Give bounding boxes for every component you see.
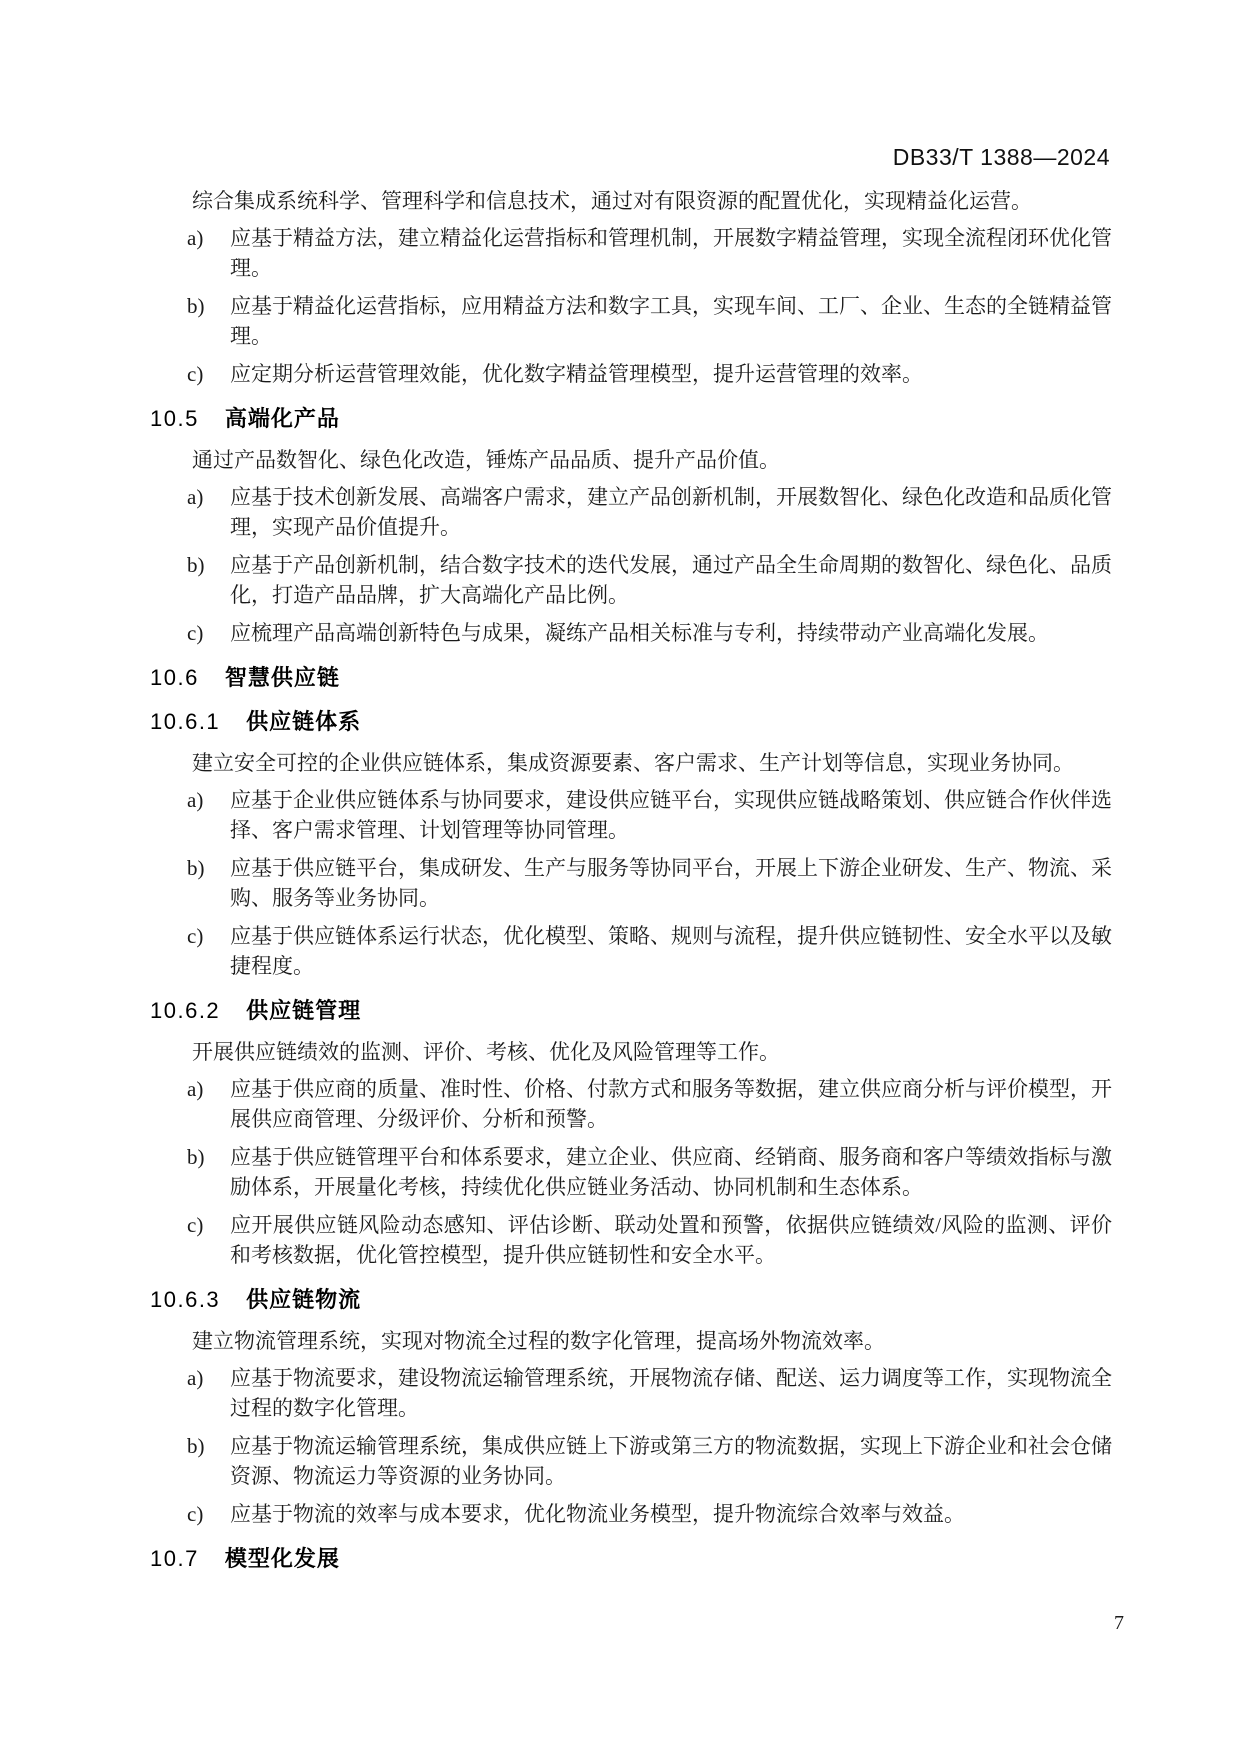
section-title: 供应链管理 — [246, 998, 362, 1023]
section-heading-10.5 — [150, 405, 1112, 433]
section-heading-10.6.1 — [150, 708, 1112, 736]
clause-label: a) — [187, 485, 204, 509]
clause-label: c) — [187, 1213, 204, 1237]
section-title: 模型化发展 — [224, 1546, 340, 1571]
clause-text: 应梳理产品高端创新特色与成果，凝练产品相关标准与专利，持续带动产业高端化发展。 — [230, 621, 1049, 645]
section-heading-10.6.3 — [150, 1286, 1112, 1314]
clause-label: b) — [187, 1145, 205, 1169]
clause-item-c — [150, 1499, 1112, 1529]
clause-item-b — [150, 1142, 1112, 1202]
section-title: 高端化产品 — [224, 406, 340, 431]
clause-item-b — [150, 853, 1112, 913]
clause-label: b) — [187, 553, 205, 577]
clause-item-a — [150, 1074, 1112, 1134]
paragraph: 综合集成系统科学、管理科学和信息技术，通过对有限资源的配置优化，实现精益化运营。 — [192, 189, 1032, 213]
clause-text: 应基于企业供应链体系与协同要求，建设供应链平台，实现供应链战略策划、供应链合作伙伴选择、客户需求管理、计划管理等协同管理。 — [230, 788, 1112, 842]
clause-item-a — [150, 785, 1112, 845]
clause-item-b — [150, 291, 1112, 351]
section-title: 供应链物流 — [246, 1287, 362, 1312]
clause-text: 应基于供应商的质量、准时性、价格、付款方式和服务等数据，建立供应商分析与评价模型，开展供应商管理、分级评价、分析和预警。 — [230, 1077, 1112, 1131]
clause-text: 应基于精益化运营指标，应用精益方法和数字工具，实现车间、工厂、企业、生态的全链精益管理。 — [230, 294, 1112, 348]
clause-label: a) — [187, 1077, 204, 1101]
clause-list — [150, 223, 1112, 389]
clause-list — [150, 785, 1112, 981]
clause-label: b) — [187, 856, 205, 880]
clause-label: a) — [187, 226, 204, 250]
document-content — [150, 186, 1112, 1585]
clause-item-b — [150, 1431, 1112, 1491]
clause-text: 应开展供应链风险动态感知、评估诊断、联动处置和预警，依据供应链绩效/风险的监测、评价和考核数据，优化管控模型，提升供应链韧性和安全水平。 — [230, 1213, 1112, 1267]
section-title: 供应链体系 — [246, 709, 362, 734]
clause-text: 应基于供应链平台，集成研发、生产与服务等协同平台，开展上下游企业研发、生产、物流、采购、服务等业务协同。 — [230, 856, 1112, 910]
clause-text: 应基于精益方法，建立精益化运营指标和管理机制，开展数字精益管理，实现全流程闭环优化管理。 — [230, 226, 1112, 280]
clause-label: c) — [187, 924, 204, 948]
paragraph: 建立物流管理系统，实现对物流全过程的数字化管理，提高场外物流效率。 — [192, 1329, 885, 1353]
clause-label: b) — [187, 1434, 205, 1458]
clause-item-c — [150, 359, 1112, 389]
clause-item-c — [150, 1210, 1112, 1270]
clause-text: 应基于物流运输管理系统，集成供应链上下游或第三方的物流数据，实现上下游企业和社会仓储资源、物流运力等资源的业务协同。 — [230, 1434, 1112, 1488]
clause-text: 应基于供应链管理平台和体系要求，建立企业、供应商、经销商、服务商和客户等绩效指标与激励体系，开展量化考核，持续优化供应链业务活动、协同机制和生态体系。 — [230, 1145, 1112, 1199]
clause-text: 应基于供应链体系运行状态，优化模型、策略、规则与流程，提升供应链韧性、安全水平以及敏捷程度。 — [230, 924, 1112, 978]
section-heading-10.6.2 — [150, 997, 1112, 1025]
page-number: 7 — [1114, 1612, 1124, 1634]
clause-text: 应基于物流的效率与成本要求，优化物流业务模型，提升物流综合效率与效益。 — [230, 1502, 965, 1526]
paragraph: 通过产品数智化、绿色化改造，锤炼产品品质、提升产品价值。 — [192, 448, 780, 472]
section-heading-10.6 — [150, 664, 1112, 692]
section-number: 10.5 — [150, 406, 199, 431]
clause-text: 应基于物流要求，建设物流运输管理系统，开展物流存储、配送、运力调度等工作，实现物流全过程的数字化管理。 — [230, 1366, 1112, 1420]
clause-text: 应基于产品创新机制，结合数字技术的迭代发展，通过产品全生命周期的数智化、绿色化、品质化，打造产品品牌，扩大高端化产品比例。 — [230, 553, 1112, 607]
clause-label: c) — [187, 621, 204, 645]
clause-list — [150, 482, 1112, 648]
section-number: 10.6.3 — [150, 1287, 221, 1312]
clause-label: c) — [187, 1502, 204, 1526]
document-number-header: DB33/T 1388—2024 — [892, 144, 1110, 170]
clause-text: 应基于技术创新发展、高端客户需求，建立产品创新机制，开展数智化、绿色化改造和品质化管理，实现产品价值提升。 — [230, 485, 1112, 539]
section-number: 10.6.1 — [150, 709, 221, 734]
section-number: 10.6.2 — [150, 998, 221, 1023]
clause-label: a) — [187, 788, 204, 812]
clause-label: c) — [187, 362, 204, 386]
clause-label: a) — [187, 1366, 204, 1390]
clause-list — [150, 1074, 1112, 1270]
clause-item-c — [150, 921, 1112, 981]
clause-item-c — [150, 618, 1112, 648]
clause-item-a — [150, 482, 1112, 542]
paragraph: 建立安全可控的企业供应链体系，集成资源要素、客户需求、生产计划等信息，实现业务协同。 — [192, 751, 1074, 775]
clause-list — [150, 1363, 1112, 1529]
clause-text: 应定期分析运营管理效能，优化数字精益管理模型，提升运营管理的效率。 — [230, 362, 923, 386]
section-title: 智慧供应链 — [224, 665, 340, 690]
section-heading-10.7 — [150, 1545, 1112, 1573]
paragraph: 开展供应链绩效的监测、评价、考核、优化及风险管理等工作。 — [192, 1040, 780, 1064]
clause-item-a — [150, 1363, 1112, 1423]
clause-label: b) — [187, 294, 205, 318]
section-number: 10.6 — [150, 665, 199, 690]
clause-item-b — [150, 550, 1112, 610]
section-number: 10.7 — [150, 1546, 199, 1571]
clause-item-a — [150, 223, 1112, 283]
